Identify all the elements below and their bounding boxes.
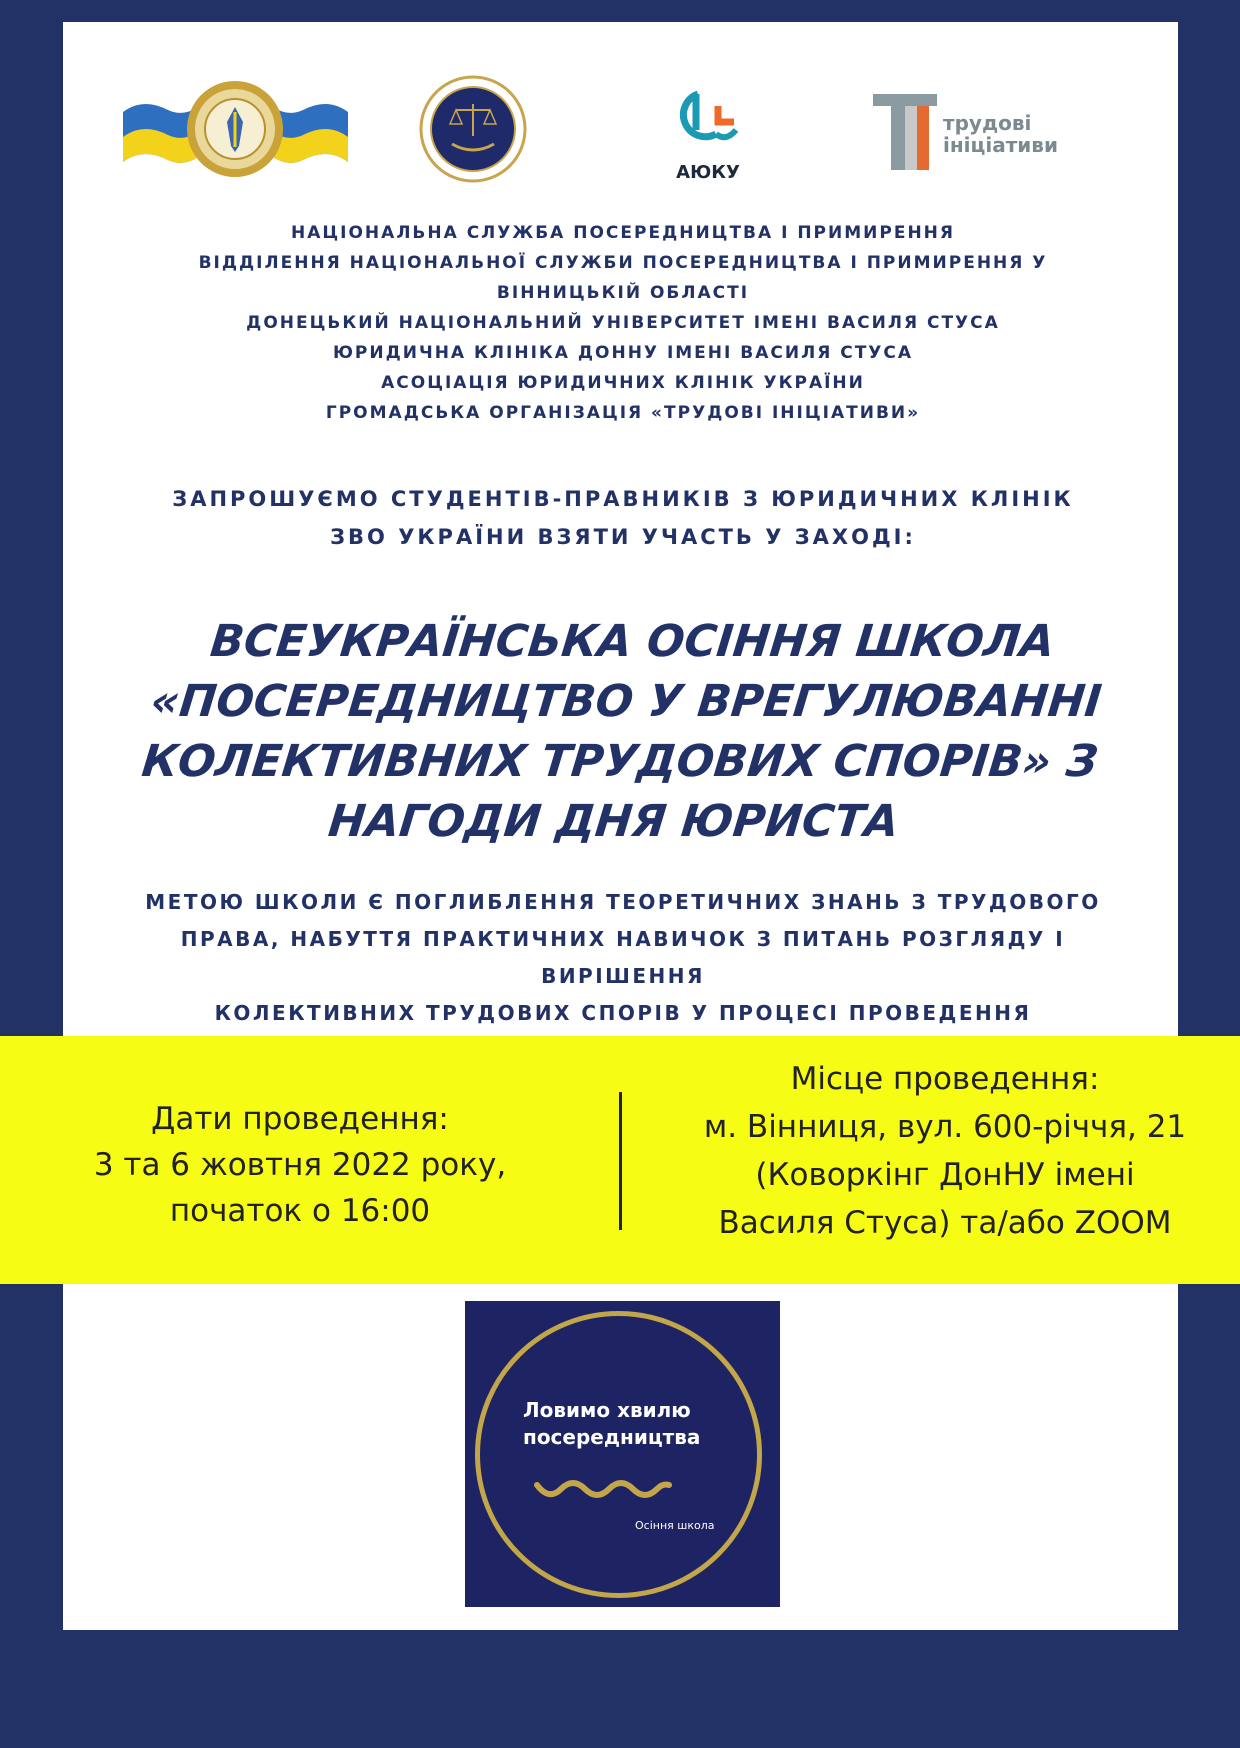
info-divider [619,1092,622,1230]
organizer-line: ВІННИЦЬКІЙ ОБЛАСТІ [496,283,750,303]
event-venue [650,1055,1240,1247]
organizer-line: НАЦІОНАЛЬНА СЛУЖБА ПОСЕРЕДНИЦТВА І ПРИМИРЕННЯ [291,223,955,243]
goal-line-1: МЕТОЮ ШКОЛИ Є ПОГЛИБЛЕННЯ ТЕОРЕТИЧНИХ ЗНАНЬ З ТРУДОВОГО [145,890,1101,914]
badge-line-1: Ловимо хвилю [523,1398,691,1422]
organizers-list [123,218,1123,428]
badge-slogan [523,1397,723,1451]
event-title-line-3: КОЛЕКТИВНИХ ТРУДОВИХ СПОРІВ» З [139,736,1101,787]
organizer-line: ГРОМАДСЬКА ОРГАНІЗАЦІЯ «ТРУДОВІ ІНІЦІАТИВИ» [325,403,921,423]
invitation-text [103,480,1143,556]
venue-line-2: (Коворкінг ДонНУ імені [755,1157,1135,1193]
venue-label: Місце проведення: [790,1061,1100,1097]
organizer-line: ЮРИДИЧНА КЛІНІКА ДОННУ ІМЕНІ ВАСИЛЯ СТУСА [332,343,914,363]
badge-line-2: посередництва [523,1425,701,1449]
badge-ring [475,1311,762,1598]
wave-icon [533,1473,673,1505]
badge-subtitle: Осіння школа [635,1519,715,1532]
dates-value: 3 та 6 жовтня 2022 року, [93,1147,507,1183]
venue-line-3: Василя Стуса) та/або ZOOM [718,1205,1172,1241]
logo-row [63,22,1178,202]
invitation-line-1: ЗАПРОШУЄМО СТУДЕНТІВ-ПРАВНИКІВ З ЮРИДИЧНИХ КЛІНІК [172,487,1074,511]
organizer-line: ВІДДІЛЕННЯ НАЦІОНАЛЬНОЇ СЛУЖБИ ПОСЕРЕДНИЦТВА І ПРИМИРЕННЯ У [198,253,1048,273]
event-title-line-1: ВСЕУКРАЇНСЬКА ОСІННЯ ШКОЛА [207,616,1058,667]
ukraine-flag-emblem-icon [123,72,348,191]
start-time: початок о 16:00 [169,1193,431,1229]
t-letter-icon [873,94,937,174]
trudovi-initsiatyvy-logo [873,94,1073,174]
logo4-line2: ініціативи [943,133,1058,157]
logo4-line1: трудові [943,111,1032,135]
organizer-line: ДОНЕЦЬКИЙ НАЦІОНАЛЬНИЙ УНІВЕРСИТЕТ ІМЕНІ ВАСИЛЯ СТУСА [246,313,1000,333]
event-title [130,612,1115,852]
school-badge [465,1301,780,1607]
ayuku-caption: АЮКУ [676,162,740,183]
ayuku-logo-icon [668,82,748,162]
event-dates [50,1096,550,1234]
event-title-line-2: «ПОСЕРЕДНИЦТВО У ВРЕГУЛЮВАННІ [148,676,1105,727]
venue-line-1: м. Вінниця, вул. 600-річчя, 21 [703,1109,1187,1145]
legal-scales-seal-icon [418,74,528,188]
ayuku-logo [663,82,753,183]
goal-line-3: КОЛЕКТИВНИХ ТРУДОВИХ СПОРІВ У ПРОЦЕСІ ПРОВЕДЕННЯ [214,1001,1032,1025]
invitation-line-2: ЗВО УКРАЇНИ ВЗЯТИ УЧАСТЬ У ЗАХОДІ: [330,525,916,549]
goal-line-2: ПРАВА, НАБУТТЯ ПРАКТИЧНИХ НАВИЧОК З ПИТАНЬ РОЗГЛЯДУ І ВИРІШЕННЯ [180,927,1066,988]
event-title-line-4: НАГОДИ ДНЯ ЮРИСТА [325,796,902,847]
dates-label: Дати проведення: [151,1101,449,1137]
organizer-line: АСОЦІАЦІЯ ЮРИДИЧНИХ КЛІНІК УКРАЇНИ [381,373,865,393]
